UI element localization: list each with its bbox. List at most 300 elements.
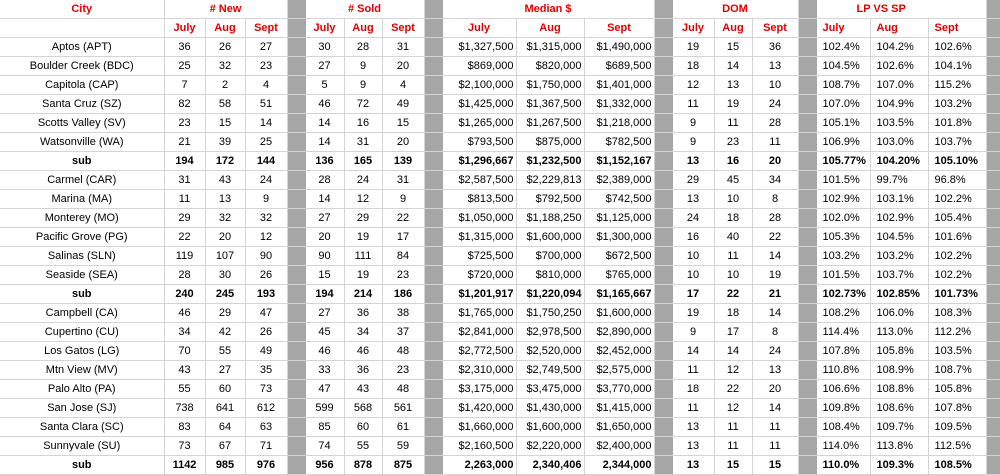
new-count-cell: 63 (245, 418, 287, 437)
lp-vs-sp-cell: 106.0% (870, 304, 928, 323)
gap-cell (798, 247, 816, 266)
city-cell: Aptos (APT) (0, 38, 164, 57)
city-cell: Salinas (SLN) (0, 247, 164, 266)
sold-count-cell: 875 (382, 456, 424, 475)
gap-cell (798, 361, 816, 380)
table-row (0, 266, 1000, 285)
gap-cell (424, 114, 442, 133)
dom-cell: 19 (714, 95, 752, 114)
lp-vs-sp-cell: 109.7% (870, 418, 928, 437)
new-count-cell: 47 (245, 304, 287, 323)
dom-cell: 17 (672, 285, 714, 304)
lp-vs-sp-cell: 108.7% (816, 76, 870, 95)
gap-cell (424, 95, 442, 114)
gap-cell (798, 38, 816, 57)
new-count-cell: 23 (245, 57, 287, 76)
month-header: Sept (584, 19, 654, 38)
median-price-cell: $782,500 (584, 133, 654, 152)
table-row (0, 133, 1000, 152)
new-count-cell: 36 (164, 38, 205, 57)
month-header: July (442, 19, 516, 38)
lp-vs-sp-cell: 102.85% (870, 285, 928, 304)
median-price-cell: $2,841,000 (442, 323, 516, 342)
gap-cell (986, 266, 1000, 285)
lp-vs-sp-cell: 114.4% (816, 323, 870, 342)
median-price-cell: $1,420,000 (442, 399, 516, 418)
sold-count-cell: 46 (344, 342, 382, 361)
gap-cell (798, 266, 816, 285)
gap-cell (798, 152, 816, 171)
new-count-cell: 51 (245, 95, 287, 114)
dom-cell: 29 (672, 171, 714, 190)
median-price-cell: $3,770,000 (584, 380, 654, 399)
lp-vs-sp-cell: 112.5% (928, 437, 986, 456)
gap-cell (287, 323, 305, 342)
sold-count-cell: 14 (305, 133, 344, 152)
dom-cell: 8 (752, 323, 798, 342)
new-count-cell: 985 (205, 456, 245, 475)
city-cell: Pacific Grove (PG) (0, 228, 164, 247)
gap-cell (424, 342, 442, 361)
city-cell: Boulder Creek (BDC) (0, 57, 164, 76)
new-count-cell: 14 (245, 114, 287, 133)
gap-cell (986, 114, 1000, 133)
dom-cell: 10 (714, 266, 752, 285)
dom-cell: 13 (752, 57, 798, 76)
median-price-cell: $2,100,000 (442, 76, 516, 95)
sold-count-cell: 27 (305, 304, 344, 323)
dom-cell: 13 (672, 190, 714, 209)
sold-count-cell: 20 (382, 133, 424, 152)
median-price-cell: $1,267,500 (516, 114, 584, 133)
dom-cell: 16 (672, 228, 714, 247)
gap-cell (287, 171, 305, 190)
month-header: Aug (870, 19, 928, 38)
sold-count-cell: 23 (382, 361, 424, 380)
gap-cell (798, 190, 816, 209)
lp-vs-sp-cell: 105.1% (816, 114, 870, 133)
sold-count-cell: 45 (305, 323, 344, 342)
gap-cell (424, 285, 442, 304)
dom-cell: 45 (714, 171, 752, 190)
gap-cell (424, 456, 442, 475)
new-count-cell: 25 (164, 57, 205, 76)
dom-cell: 13 (714, 76, 752, 95)
lp-vs-sp-cell: 102.4% (816, 38, 870, 57)
dom-cell: 13 (672, 437, 714, 456)
new-count-cell: 976 (245, 456, 287, 475)
lp-vs-sp-cell: 103.7% (928, 133, 986, 152)
gap-cell (287, 285, 305, 304)
dom-cell: 15 (752, 456, 798, 475)
sold-count-cell: 27 (305, 209, 344, 228)
new-count-cell: 67 (205, 437, 245, 456)
gap-cell (654, 418, 672, 437)
dom-cell: 11 (714, 114, 752, 133)
new-count-cell: 42 (205, 323, 245, 342)
city-cell: Santa Clara (SC) (0, 418, 164, 437)
gap-cell (798, 380, 816, 399)
median-price-cell: $1,660,000 (442, 418, 516, 437)
gap-cell (798, 399, 816, 418)
sold-count-cell: 36 (344, 361, 382, 380)
table-row (0, 380, 1000, 399)
lp-vs-sp-cell: 109.8% (816, 399, 870, 418)
lp-vs-sp-cell: 106.9% (816, 133, 870, 152)
lp-vs-sp-cell: 101.5% (816, 266, 870, 285)
new-count-cell: 26 (205, 38, 245, 57)
sold-count-cell: 24 (344, 171, 382, 190)
lp-vs-sp-cell: 104.5% (870, 228, 928, 247)
gap-cell (986, 380, 1000, 399)
new-count-cell: 64 (205, 418, 245, 437)
lp-vs-sp-cell: 115.2% (928, 76, 986, 95)
lp-vs-sp-cell: 101.73% (928, 285, 986, 304)
lp-vs-sp-cell: 108.2% (816, 304, 870, 323)
lp-vs-sp-cell: 108.7% (928, 361, 986, 380)
gap-cell (986, 57, 1000, 76)
median-price-cell: $1,300,000 (584, 228, 654, 247)
gap-cell (654, 209, 672, 228)
median-price-cell: $875,000 (516, 133, 584, 152)
lp-vs-sp-cell: 105.10% (928, 152, 986, 171)
table-row (0, 57, 1000, 76)
city-cell: Watsonville (WA) (0, 133, 164, 152)
gap-cell (424, 323, 442, 342)
median-price-cell: $1,600,000 (516, 418, 584, 437)
gap-cell (287, 304, 305, 323)
lp-vs-sp-cell: 109.5% (928, 418, 986, 437)
dom-cell: 22 (714, 380, 752, 399)
gap-cell (424, 380, 442, 399)
dom-cell: 24 (752, 95, 798, 114)
new-count-cell: 55 (205, 342, 245, 361)
gap-cell (986, 342, 1000, 361)
gap-cell (798, 57, 816, 76)
gap-cell (986, 133, 1000, 152)
dom-cell: 12 (714, 361, 752, 380)
median-price-cell: $1,232,500 (516, 152, 584, 171)
new-count-cell: 60 (205, 380, 245, 399)
new-count-cell: 9 (245, 190, 287, 209)
new-count-cell: 35 (245, 361, 287, 380)
sold-count-cell: 14 (305, 114, 344, 133)
gap-cell (654, 190, 672, 209)
dom-cell: 13 (672, 418, 714, 437)
median-price-cell: $2,229,813 (516, 171, 584, 190)
city-cell: Carmel (CAR) (0, 171, 164, 190)
sold-count-cell: 84 (382, 247, 424, 266)
sold-count-cell: 31 (382, 171, 424, 190)
table-row (0, 418, 1000, 437)
sold-count-cell: 48 (382, 342, 424, 361)
city-cell: Sunnyvale (SU) (0, 437, 164, 456)
gap-cell (424, 57, 442, 76)
table-row (0, 228, 1000, 247)
gap-cell (287, 0, 305, 19)
gap-cell (654, 247, 672, 266)
new-count-cell: 31 (164, 171, 205, 190)
sold-count-cell: 43 (344, 380, 382, 399)
sold-count-cell: 33 (305, 361, 344, 380)
city-cell: Palo Alto (PA) (0, 380, 164, 399)
median-price-cell: $720,000 (442, 266, 516, 285)
city-cell: Scotts Valley (SV) (0, 114, 164, 133)
gap-cell (287, 114, 305, 133)
gap-cell (986, 95, 1000, 114)
table-row (0, 95, 1000, 114)
dom-cell: 22 (752, 228, 798, 247)
median-price-cell: $2,749,500 (516, 361, 584, 380)
sold-count-cell: 59 (382, 437, 424, 456)
new-count-cell: 194 (164, 152, 205, 171)
gap-cell (798, 76, 816, 95)
dom-cell: 23 (714, 133, 752, 152)
new-count-cell: 55 (164, 380, 205, 399)
median-price-cell: $1,165,667 (584, 285, 654, 304)
median-price-cell: $672,500 (584, 247, 654, 266)
new-count-cell: 23 (164, 114, 205, 133)
city-cell: sub (0, 152, 164, 171)
gap-cell (986, 399, 1000, 418)
dom-cell: 36 (752, 38, 798, 57)
lp-vs-sp-cell: 112.2% (928, 323, 986, 342)
median-price-cell: $1,296,667 (442, 152, 516, 171)
median-price-cell: $1,415,000 (584, 399, 654, 418)
new-count-cell: 73 (245, 380, 287, 399)
median-price-cell: $2,452,000 (584, 342, 654, 361)
sold-count-cell: 23 (382, 266, 424, 285)
sold-count-cell: 12 (344, 190, 382, 209)
gap-cell (986, 437, 1000, 456)
sold-count-cell: 60 (344, 418, 382, 437)
dom-cell: 16 (714, 152, 752, 171)
sold-count-cell: 29 (344, 209, 382, 228)
new-count-cell: 39 (205, 133, 245, 152)
gap-cell (986, 76, 1000, 95)
sold-count-cell: 599 (305, 399, 344, 418)
sold-count-cell: 31 (382, 38, 424, 57)
lp-vs-sp-cell: 102.9% (816, 190, 870, 209)
dom-cell: 18 (714, 209, 752, 228)
lp-vs-sp-cell: 103.2% (816, 247, 870, 266)
dom-cell: 34 (752, 171, 798, 190)
dom-cell: 18 (672, 57, 714, 76)
dom-cell: 10 (672, 247, 714, 266)
gap-cell (287, 399, 305, 418)
median-price-cell: $1,265,000 (442, 114, 516, 133)
dom-cell: 12 (714, 399, 752, 418)
gap-cell (798, 323, 816, 342)
gap-cell (986, 19, 1000, 38)
gap-cell (654, 19, 672, 38)
blank-cell (0, 19, 164, 38)
new-count-cell: 245 (205, 285, 245, 304)
gap-cell (424, 399, 442, 418)
new-count-cell: 12 (245, 228, 287, 247)
table-row (0, 209, 1000, 228)
gap-cell (798, 0, 816, 19)
lp-vs-sp-cell: 105.8% (928, 380, 986, 399)
city-cell: Capitola (CAP) (0, 76, 164, 95)
dom-cell: 15 (714, 38, 752, 57)
new-count-cell: 11 (164, 190, 205, 209)
median-price-cell: $2,575,000 (584, 361, 654, 380)
table-row (0, 437, 1000, 456)
median-price-cell: $2,890,000 (584, 323, 654, 342)
median-price-cell: $725,500 (442, 247, 516, 266)
lp-vs-sp-cell: 110.0% (816, 456, 870, 475)
dom-cell: 18 (672, 380, 714, 399)
lp-vs-sp-cell: 103.2% (928, 95, 986, 114)
median-price-cell: $1,220,094 (516, 285, 584, 304)
lp-vs-sp-cell: 113.8% (870, 437, 928, 456)
sold-count-cell: 36 (344, 304, 382, 323)
dom-cell: 28 (752, 209, 798, 228)
median-price-cell: $1,327,500 (442, 38, 516, 57)
dom-cell: 11 (672, 399, 714, 418)
gap-cell (424, 418, 442, 437)
median-price-cell: $689,500 (584, 57, 654, 76)
new-count-cell: 24 (245, 171, 287, 190)
new-count-cell: 612 (245, 399, 287, 418)
lp-vs-sp-cell: 102.73% (816, 285, 870, 304)
sold-header: # Sold (305, 0, 424, 19)
median-price-cell: $1,600,000 (516, 228, 584, 247)
gap-cell (654, 171, 672, 190)
median-price-cell: $810,000 (516, 266, 584, 285)
gap-cell (654, 342, 672, 361)
lp-vs-sp-cell: 113.0% (870, 323, 928, 342)
month-header: Aug (205, 19, 245, 38)
lp-vs-sp-cell: 114.0% (816, 437, 870, 456)
median-price-cell: $820,000 (516, 57, 584, 76)
group-header-row (0, 0, 1000, 19)
city-cell: Marina (MA) (0, 190, 164, 209)
lp-vs-sp-cell: 107.0% (816, 95, 870, 114)
median-price-cell: $1,367,500 (516, 95, 584, 114)
gap-cell (287, 266, 305, 285)
dom-header: DOM (672, 0, 798, 19)
city-cell: San Jose (SJ) (0, 399, 164, 418)
gap-cell (986, 285, 1000, 304)
subtotal-row (0, 285, 1000, 304)
lp-vs-sp-cell: 102.2% (928, 190, 986, 209)
dom-cell: 14 (752, 247, 798, 266)
new-count-cell: 27 (205, 361, 245, 380)
new-count-cell: 13 (205, 190, 245, 209)
gap-cell (654, 38, 672, 57)
gap-cell (798, 19, 816, 38)
lp-vs-sp-cell: 107.0% (870, 76, 928, 95)
median-price-cell: $1,050,000 (442, 209, 516, 228)
gap-cell (287, 57, 305, 76)
month-header: July (816, 19, 870, 38)
dom-cell: 19 (752, 266, 798, 285)
new-count-cell: 83 (164, 418, 205, 437)
dom-cell: 9 (672, 323, 714, 342)
gap-cell (654, 114, 672, 133)
dom-cell: 15 (714, 456, 752, 475)
gap-cell (654, 76, 672, 95)
gap-cell (654, 399, 672, 418)
sold-count-cell: 19 (344, 228, 382, 247)
median-price-cell: $869,000 (442, 57, 516, 76)
dom-cell: 14 (714, 342, 752, 361)
gap-cell (798, 437, 816, 456)
lp-vs-sp-cell: 104.1% (928, 57, 986, 76)
gap-cell (798, 114, 816, 133)
median-price-cell: $2,220,000 (516, 437, 584, 456)
city-cell: Santa Cruz (SZ) (0, 95, 164, 114)
median-price-cell: 2,263,000 (442, 456, 516, 475)
median-price-cell: $1,332,000 (584, 95, 654, 114)
lp-vs-sp-cell: 108.8% (870, 380, 928, 399)
sold-count-cell: 20 (382, 57, 424, 76)
sold-count-cell: 19 (344, 266, 382, 285)
lp-vs-sp-cell: 110.8% (816, 361, 870, 380)
lp-vs-sp-cell: 105.77% (816, 152, 870, 171)
median-price-cell: $2,389,000 (584, 171, 654, 190)
new-count-cell: 27 (245, 38, 287, 57)
sold-count-cell: 214 (344, 285, 382, 304)
sold-count-cell: 72 (344, 95, 382, 114)
sold-count-cell: 30 (305, 38, 344, 57)
sold-count-cell: 16 (344, 114, 382, 133)
gap-cell (798, 133, 816, 152)
new-count-cell: 43 (205, 171, 245, 190)
subtotal-row (0, 456, 1000, 475)
city-cell: Los Gatos (LG) (0, 342, 164, 361)
lp-vs-sp-cell: 107.8% (928, 399, 986, 418)
gap-cell (986, 323, 1000, 342)
new-count-cell: 193 (245, 285, 287, 304)
lp-vs-sp-cell: 109.3% (870, 456, 928, 475)
lp-vs-sp-cell: 107.8% (816, 342, 870, 361)
new-count-cell: 15 (205, 114, 245, 133)
table-row (0, 114, 1000, 133)
sold-count-cell: 9 (344, 57, 382, 76)
median-price-cell: $793,500 (442, 133, 516, 152)
gap-cell (287, 95, 305, 114)
median-price-cell: $2,587,500 (442, 171, 516, 190)
sold-count-cell: 46 (305, 342, 344, 361)
city-cell: Campbell (CA) (0, 304, 164, 323)
new-header: # New (164, 0, 287, 19)
sold-count-cell: 5 (305, 76, 344, 95)
new-count-cell: 43 (164, 361, 205, 380)
gap-cell (287, 228, 305, 247)
gap-cell (798, 285, 816, 304)
new-count-cell: 90 (245, 247, 287, 266)
gap-cell (424, 437, 442, 456)
gap-cell (424, 76, 442, 95)
gap-cell (287, 342, 305, 361)
lp-vs-sp-cell: 96.8% (928, 171, 986, 190)
city-cell: Seaside (SEA) (0, 266, 164, 285)
city-cell: sub (0, 285, 164, 304)
gap-cell (424, 304, 442, 323)
gap-cell (986, 228, 1000, 247)
gap-cell (654, 304, 672, 323)
new-count-cell: 119 (164, 247, 205, 266)
dom-cell: 19 (672, 38, 714, 57)
lp-vs-sp-cell: 102.0% (816, 209, 870, 228)
table-row (0, 399, 1000, 418)
lp-vs-sp-cell: 105.3% (816, 228, 870, 247)
median-price-cell: $2,520,000 (516, 342, 584, 361)
gap-cell (654, 323, 672, 342)
